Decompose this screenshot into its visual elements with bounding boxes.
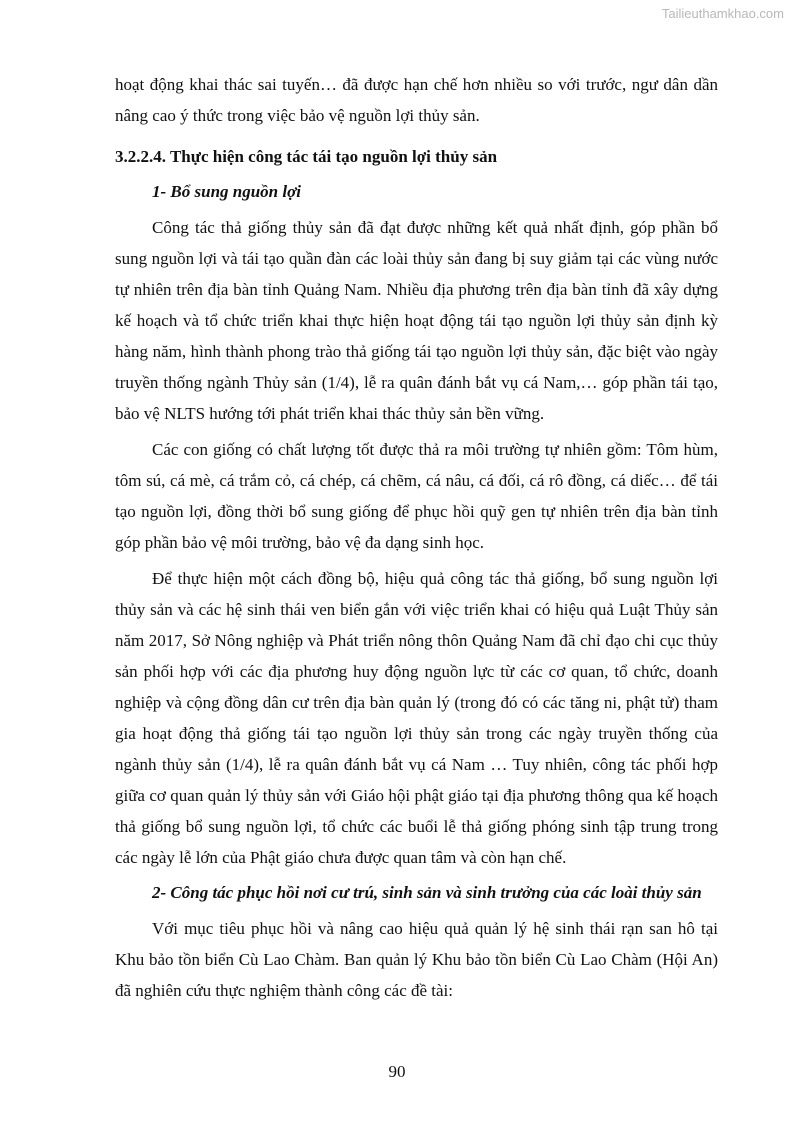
subsection-heading-2: 2- Công tác phục hồi nơi cư trú, sinh sản và sinh trưởng của các loài thủy sản	[152, 883, 702, 902]
watermark: Tailieuthamkhao.com	[661, 6, 784, 21]
page-content	[115, 69, 718, 1006]
page-number: 90	[388, 1062, 406, 1081]
body-paragraph-4: Với mục tiêu phục hồi và nâng cao hiệu quả quản lý hệ sinh thái rạn san hô tại Khu bảo tồn biển Cù Lao Chàm. Ban quản lý Khu bảo tồn biển Cù Lao Chàm (Hội An) đã nghiên cứu thực nghiệm thành công các đề tài:	[115, 919, 718, 1000]
body-paragraph-3: Để thực hiện một cách đồng bộ, hiệu quả công tác thả giống, bổ sung nguồn lợi thủy sản và các hệ sinh thái ven biển gắn với việc triển khai có hiệu quả Luật Thủy sản năm 2017, Sở Nông nghiệp và Phát triển nông thôn Quảng Nam đã chỉ đạo chi cục thủy sản phối hợp với các địa phương huy động nguồn lực từ các cơ quan, tổ chức, doanh nghiệp và cộng đồng dân cư trên địa bàn quản lý (trong đó có các tăng ni, phật tử) tham gia hoạt động thả giống tái tạo nguồn lợi thủy sản trong các ngày truyền thống của ngành thủy sản (1/4), lễ ra quân đánh bắt vụ cá Nam … Tuy nhiên, công tác phối hợp giữa cơ quan quản lý thủy sản với Giáo hội phật giáo tại địa phương thông qua kế hoạch thả giống bổ sung nguồn lợi, tổ chức các buổi lễ thả giống phóng sinh tập trung trong các ngày lễ lớn của Phật giáo chưa được quan tâm và còn hạn chế.	[115, 569, 718, 867]
body-paragraph-2: Các con giống có chất lượng tốt được thả ra môi trường tự nhiên gồm: Tôm hùm, tôm sú, cá mè, cá trắm cỏ, cá chép, cá chẽm, cá nâu, cá đối, cá rô đồng, cá diếc… để tái tạo nguồn lợi, đồng thời bổ sung giống để phục hồi quỹ gen tự nhiên trên địa bàn tỉnh góp phần bảo vệ môi trường, bảo vệ đa dạng sinh học.	[115, 440, 718, 552]
subsection-heading-1: 1- Bổ sung nguồn lợi	[152, 182, 301, 201]
section-heading: 3.2.2.4. Thực hiện công tác tái tạo nguồn lợi thủy sản	[115, 147, 498, 166]
body-paragraph-1: Công tác thả giống thủy sản đã đạt được những kết quả nhất định, góp phần bổ sung nguồn lợi và tái tạo quần đàn các loài thủy sản đang bị suy giảm tại các vùng nước tự nhiên trên địa bàn tỉnh Quảng Nam. Nhiều địa phương trên địa bàn tỉnh đã xây dựng kế hoạch và tổ chức triển khai thực hiện hoạt động tái tạo nguồn lợi thủy sản định kỳ hàng năm, hình thành phong trào thả giống tái tạo nguồn lợi thủy sản, đặc biệt vào ngày truyền thống ngành Thủy sản (1/4), lễ ra quân đánh bắt vụ cá Nam,… góp phần tái tạo, bảo vệ NLTS hướng tới phát triển khai thác thủy sản bền vững.	[115, 218, 718, 423]
intro-paragraph: hoạt động khai thác sai tuyến… đã được hạn chế hơn nhiều so với trước, ngư dân dần nâng cao ý thức trong việc bảo vệ nguồn lợi thủy sản.	[115, 75, 718, 125]
